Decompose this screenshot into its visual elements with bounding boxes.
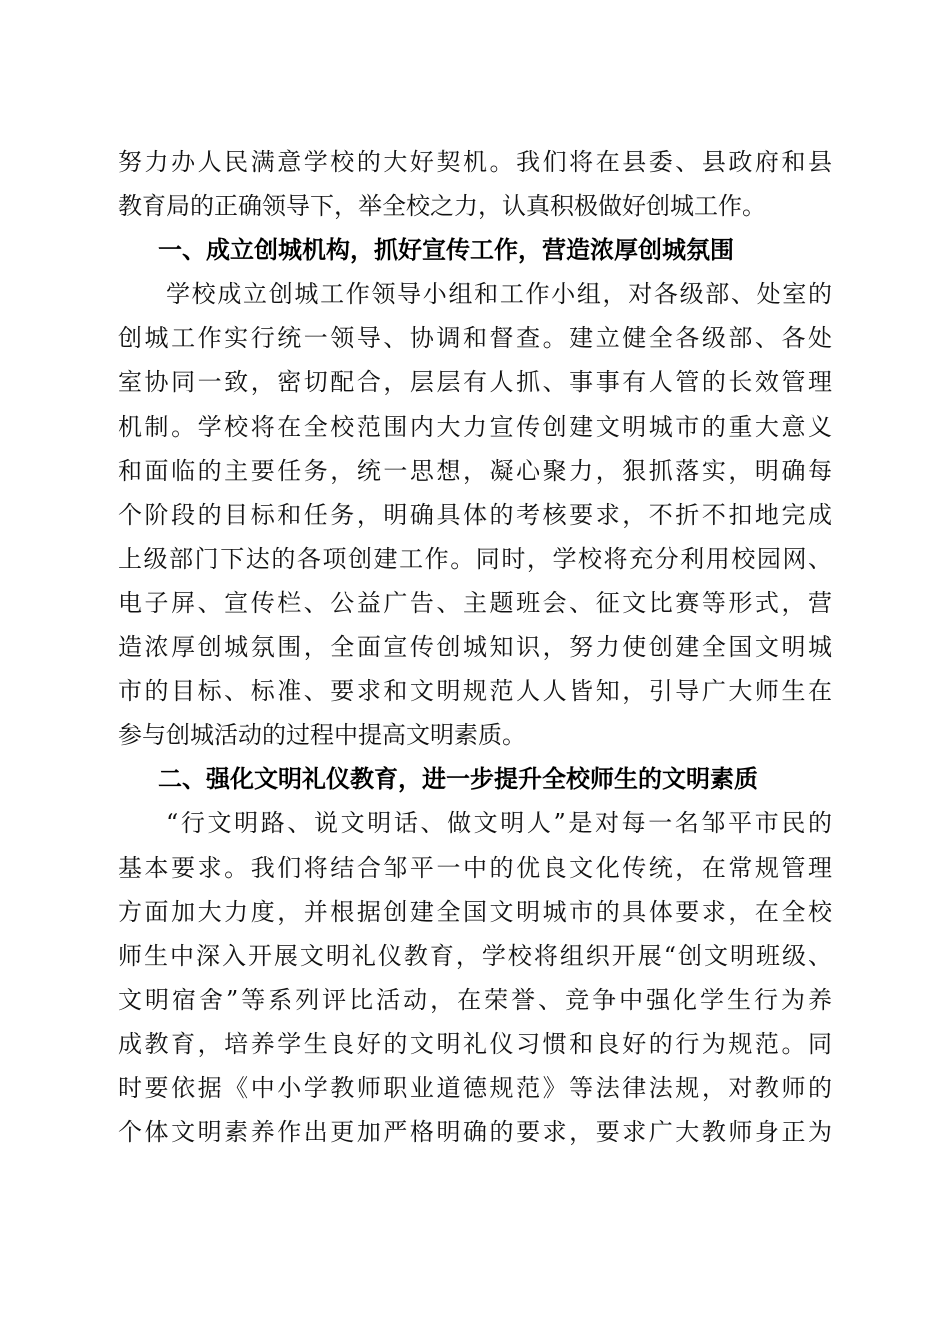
section-1-line: 创城工作实行统一领导、协调和督查。建立健全各级部、各处 xyxy=(118,324,832,353)
section-2-line: 师生中深入开展文明礼仪教育，学校将组织开展“创文明班级、 xyxy=(118,941,832,970)
section-2-line: 文明宿舍”等系列评比活动，在荣誉、竞争中强化学生行为养 xyxy=(118,985,832,1014)
section-2-heading: 二、强化文明礼仪教育，进一步提升全校师生的文明素质 xyxy=(158,765,758,794)
section-2-line: 基本要求。我们将结合邹平一中的优良文化传统，在常规管理 xyxy=(118,853,832,882)
section-2-line: “行文明路、说文明话、做文明人”是对每一名邹平市民的 xyxy=(166,809,832,838)
section-1-line: 和面临的主要任务，统一思想，凝心聚力，狠抓落实，明确每 xyxy=(118,456,832,485)
section-1-line: 上级部门下达的各项创建工作。同时，学校将充分利用校园网、 xyxy=(118,544,832,573)
section-1-line: 机制。学校将在全校范围内大力宣传创建文明城市的重大意义 xyxy=(118,412,832,441)
section-2-line: 个体文明素养作出更加严格明确的要求，要求广大教师身正为 xyxy=(118,1118,832,1147)
section-2-line: 方面加大力度，并根据创建全国文明城市的具体要求，在全校 xyxy=(118,897,832,926)
section-1-line: 个阶段的目标和任务，明确具体的考核要求，不折不扣地完成 xyxy=(118,500,832,529)
section-1-line: 学校成立创城工作领导小组和工作小组，对各级部、处室的 xyxy=(166,280,832,309)
intro-line: 教育局的正确领导下，举全校之力，认真积极做好创城工作。 xyxy=(118,192,766,221)
section-1-line: 室协同一致，密切配合，层层有人抓、事事有人管的长效管理 xyxy=(118,368,832,397)
intro-line: 努力办人民满意学校的大好契机。我们将在县委、县政府和县 xyxy=(118,148,832,176)
section-1-heading: 一、成立创城机构，抓好宣传工作，营造浓厚创城氛围 xyxy=(158,236,734,265)
section-1-line: 市的目标、标准、要求和文明规范人人皆知，引导广大师生在 xyxy=(118,677,832,706)
section-1-line: 电子屏、宣传栏、公益广告、主题班会、征文比赛等形式，营 xyxy=(118,588,832,617)
section-2-line: 时要依据《中小学教师职业道德规范》等法律法规，对教师的 xyxy=(118,1073,832,1102)
section-2-line: 成教育，培养学生良好的文明礼仪习惯和良好的行为规范。同 xyxy=(118,1029,832,1058)
document-body xyxy=(118,140,832,1154)
section-1-line: 造浓厚创城氛围，全面宣传创城知识，努力使创建全国文明城 xyxy=(118,633,832,662)
section-1-line: 参与创城活动的过程中提高文明素质。 xyxy=(118,721,526,750)
